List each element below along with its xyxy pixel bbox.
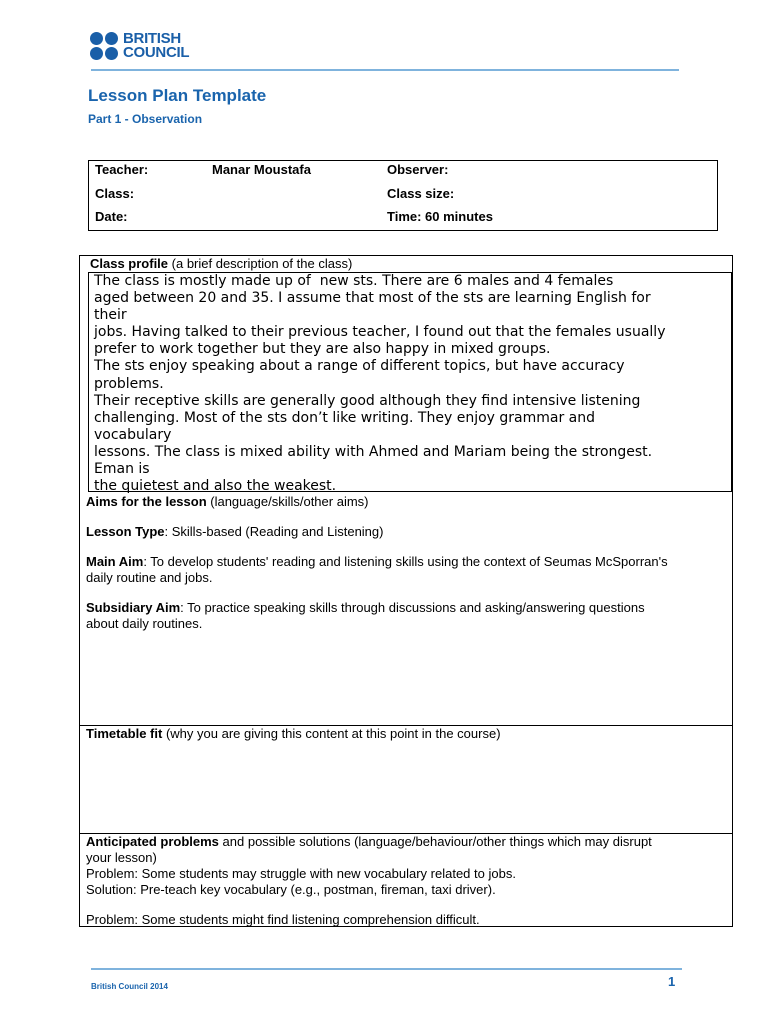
- logo-dots-icon: [90, 32, 120, 62]
- profile-line: challenging. Most of the sts don’t like writing. They enjoy grammar and: [94, 409, 595, 426]
- lesson-type: Lesson Type: Skills-based (Reading and Listening): [86, 524, 384, 539]
- lesson-info-table: [88, 160, 718, 231]
- problems-heading-continued: your lesson): [86, 850, 157, 865]
- profile-line: lessons. The class is mixed ability with Ahmed and Mariam being the strongest.: [94, 443, 653, 460]
- logo-wordmark: BRITISH COUNCIL: [123, 30, 190, 61]
- solution-line: Solution: Pre-teach key vocabulary (e.g., postman, fireman, taxi driver).: [86, 882, 496, 897]
- timetable-section: [86, 726, 728, 742]
- profile-line: The sts enjoy speaking about a range of different topics, but have accuracy: [94, 358, 625, 375]
- class-profile-text: [94, 273, 730, 495]
- subsidiary-aim: Subsidiary Aim: To practice speaking skills through discussions and asking/answering questions: [86, 600, 645, 615]
- class-profile-heading: Class profile (a brief description of the class): [90, 256, 353, 271]
- subsidiary-aim-continued: about daily routines.: [86, 616, 203, 631]
- profile-line: the quietest and also the weakest.: [94, 478, 337, 495]
- page-title: Lesson Plan Template: [88, 86, 267, 105]
- teacher-label: Teacher:: [95, 162, 149, 177]
- profile-line: problems.: [94, 375, 164, 392]
- problem-line: Problem: Some students might find listening comprehension difficult.: [86, 912, 480, 927]
- main-aim: Main Aim: To develop students' reading and listening skills using the context of Seumas McSporran's: [86, 554, 668, 569]
- profile-line: jobs. Having talked to their previous teacher, I found out that the females usually: [94, 324, 666, 341]
- class-label: Class:: [95, 186, 135, 201]
- observer-label: Observer:: [387, 162, 449, 177]
- footer-rule: [91, 968, 682, 970]
- profile-line: Their receptive skills are generally good although they find intensive listening: [94, 392, 641, 409]
- aims-section: [86, 494, 728, 632]
- problems-heading: Anticipated problems and possible solutions (language/behaviour/other things which may disrupt: [86, 834, 652, 849]
- british-council-logo: [90, 32, 200, 62]
- page-number: 1: [668, 974, 676, 989]
- profile-line: Eman is: [94, 461, 150, 478]
- profile-line: aged between 20 and 35. I assume that most of the sts are learning English for: [94, 290, 651, 307]
- timetable-heading: Timetable fit (why you are giving this content at this point in the course): [86, 726, 501, 741]
- footer-text: British Council 2014: [91, 982, 168, 991]
- aims-heading: Aims for the lesson (language/skills/other aims): [86, 494, 369, 509]
- profile-line: The class is mostly made up of new sts. There are 6 males and 4 females: [94, 273, 614, 289]
- time-label: Time: 60 minutes: [387, 209, 493, 224]
- problem-line: Problem: Some students may struggle with new vocabulary related to jobs.: [86, 866, 516, 881]
- date-label: Date:: [95, 209, 128, 224]
- profile-line: prefer to work together but they are also happy in mixed groups.: [94, 341, 551, 358]
- teacher-value: Manar Moustafa: [212, 162, 311, 177]
- profile-line: vocabulary: [94, 426, 172, 443]
- problems-section: [86, 834, 728, 928]
- lesson-plan-table: [79, 255, 733, 927]
- profile-line: their: [94, 307, 127, 324]
- class-profile-box: [88, 272, 732, 495]
- header-rule: [91, 69, 679, 71]
- page-subtitle: Part 1 - Observation: [88, 112, 203, 126]
- class-size-label: Class size:: [387, 186, 455, 201]
- main-aim-continued: daily routine and jobs.: [86, 570, 213, 585]
